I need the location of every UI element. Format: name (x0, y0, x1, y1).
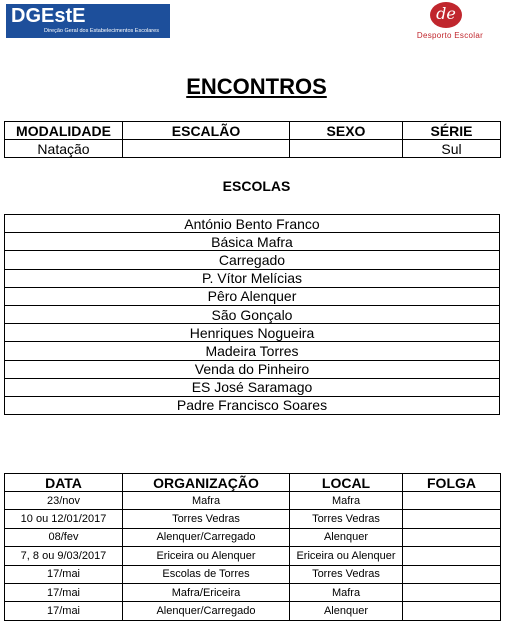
table-row (5, 602, 501, 620)
cell-organizacao: Alenquer/Carregado (123, 528, 290, 546)
table-row (5, 565, 501, 583)
cell-organizacao: Ericeira ou Alenquer (123, 547, 290, 565)
cell-folga (403, 602, 501, 620)
meetings-table (4, 473, 501, 621)
table-row (5, 492, 501, 510)
cell-data: 17/mai (5, 602, 123, 620)
dgeste-logo-text: DGEstE (11, 5, 86, 27)
cell-organizacao: Mafra/Ericeira (123, 583, 290, 601)
cell-folga (403, 547, 501, 565)
school-name: Madeira Torres (5, 342, 500, 360)
desporto-escolar-mark: de (430, 2, 462, 28)
info-table-row (5, 140, 501, 158)
cell-folga (403, 528, 501, 546)
header-modalidade: MODALIDADE (5, 122, 123, 140)
header-sexo: SEXO (290, 122, 403, 140)
table-row (5, 396, 500, 414)
cell-data: 17/mai (5, 583, 123, 601)
header-folga: FOLGA (403, 474, 501, 492)
cell-folga (403, 565, 501, 583)
table-row (5, 233, 500, 251)
school-name: São Gonçalo (5, 305, 500, 323)
school-name: P. Vítor Melícias (5, 269, 500, 287)
schools-title: ESCOLAS (222, 178, 291, 194)
school-name: Pêro Alenquer (5, 287, 500, 305)
cell-local: Alenquer (290, 602, 403, 620)
cell-serie: Sul (403, 140, 501, 158)
cell-local: Alenquer (290, 528, 403, 546)
school-name: Básica Mafra (5, 233, 500, 251)
table-row (5, 215, 500, 233)
cell-organizacao: Escolas de Torres (123, 565, 290, 583)
school-name: Padre Francisco Soares (5, 396, 500, 414)
table-row (5, 510, 501, 528)
cell-sexo (290, 140, 403, 158)
cell-local: Torres Vedras (290, 565, 403, 583)
cell-data: 17/mai (5, 565, 123, 583)
school-name: ES José Saramago (5, 378, 500, 396)
cell-data: 7, 8 ou 9/03/2017 (5, 547, 123, 565)
cell-organizacao: Mafra (123, 492, 290, 510)
desporto-escolar-text: Desporto Escolar (416, 31, 484, 40)
cell-organizacao: Alenquer/Carregado (123, 602, 290, 620)
header-serie: SÉRIE (403, 122, 501, 140)
cell-data: 23/nov (5, 492, 123, 510)
table-row (5, 287, 500, 305)
table-row (5, 547, 501, 565)
table-row (5, 528, 501, 546)
header-local: LOCAL (290, 474, 403, 492)
dgeste-logo-subtext: Direção Geral dos Estabelecimentos Escolares (44, 28, 159, 34)
cell-local: Torres Vedras (290, 510, 403, 528)
table-row (5, 251, 500, 269)
table-row (5, 360, 500, 378)
info-table (4, 121, 501, 158)
meetings-table-header (5, 474, 501, 492)
cell-folga (403, 510, 501, 528)
table-row (5, 324, 500, 342)
dgeste-logo (6, 4, 170, 38)
table-row (5, 305, 500, 323)
cell-local: Mafra (290, 492, 403, 510)
table-row (5, 269, 500, 287)
school-name: Henriques Nogueira (5, 324, 500, 342)
cell-organizacao: Torres Vedras (123, 510, 290, 528)
cell-data: 10 ou 12/01/2017 (5, 510, 123, 528)
cell-folga (403, 492, 501, 510)
table-row (5, 378, 500, 396)
header-escalao: ESCALÃO (123, 122, 290, 140)
header-organizacao: ORGANIZAÇÃO (123, 474, 290, 492)
school-name: António Bento Franco (5, 215, 500, 233)
header-data: DATA (5, 474, 123, 492)
page-title: ENCONTROS (186, 74, 327, 99)
cell-escalao (123, 140, 290, 158)
desporto-escolar-logo (400, 2, 500, 42)
cell-data: 08/fev (5, 528, 123, 546)
schools-table (4, 214, 500, 415)
school-name: Carregado (5, 251, 500, 269)
info-table-header (5, 122, 501, 140)
school-name: Venda do Pinheiro (5, 360, 500, 378)
cell-local: Ericeira ou Alenquer (290, 547, 403, 565)
table-row (5, 342, 500, 360)
table-row (5, 583, 501, 601)
cell-folga (403, 583, 501, 601)
cell-local: Mafra (290, 583, 403, 601)
cell-modalidade: Natação (5, 140, 123, 158)
